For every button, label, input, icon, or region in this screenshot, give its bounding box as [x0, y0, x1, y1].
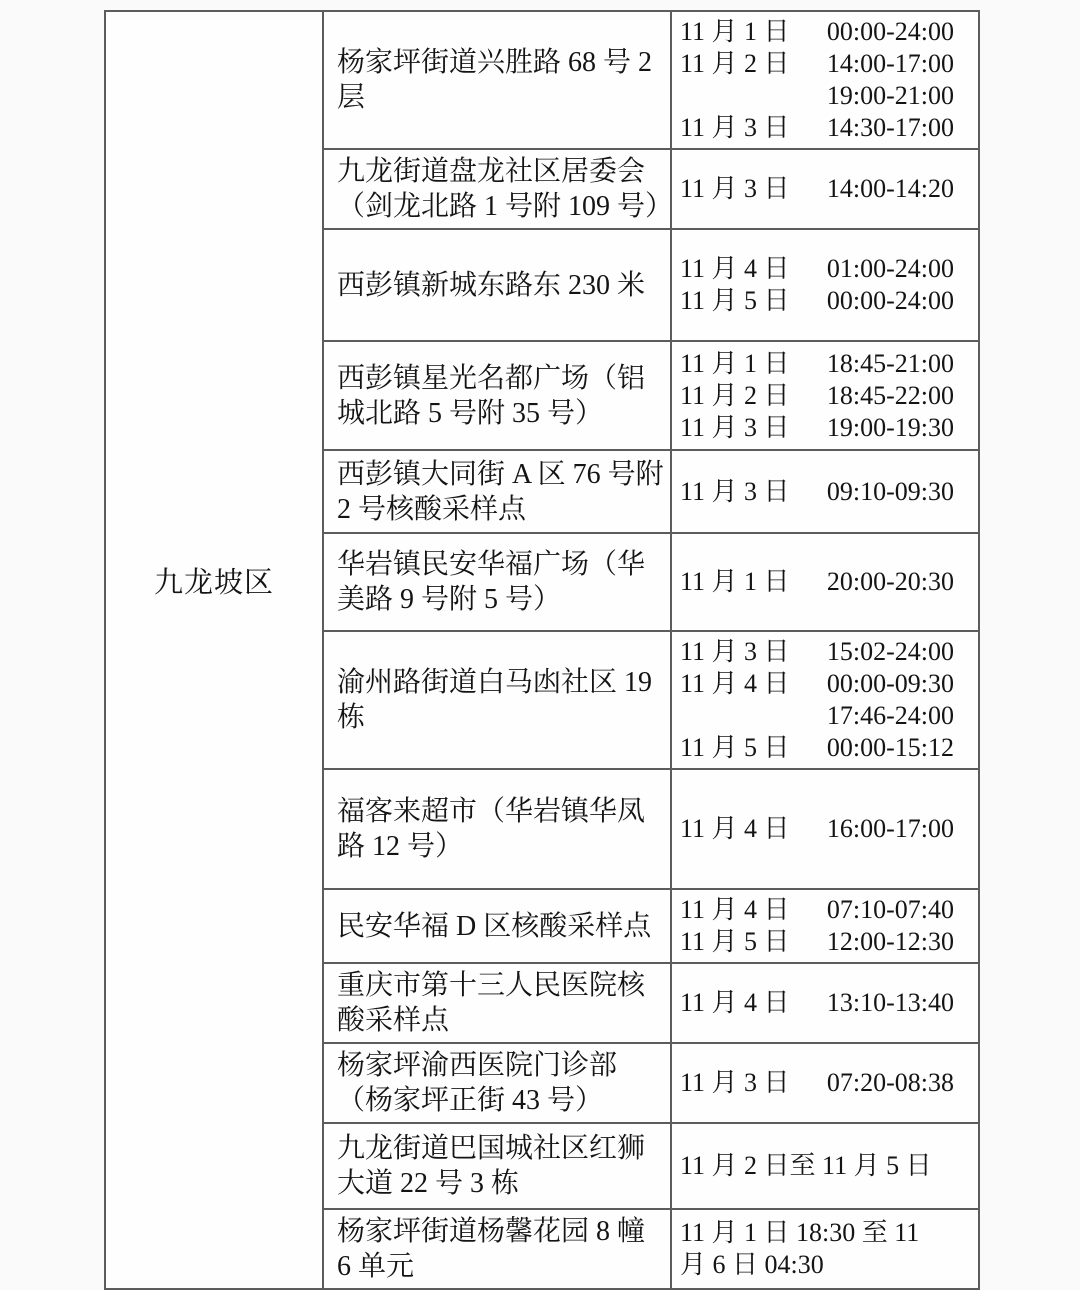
time-date: 11 月 4 日: [680, 895, 790, 924]
time-range: 17:46-24:00: [826, 701, 954, 730]
time-date: 11 月 4 日: [680, 669, 790, 698]
location-cell: [323, 341, 671, 450]
district-cell: [105, 11, 323, 1289]
location-line: 大道 22 号 3 栋: [337, 1168, 520, 1199]
time-line: [680, 700, 954, 732]
time-line: [680, 380, 954, 412]
time-cell: [671, 149, 979, 229]
time-date: 11 月 4 日: [680, 254, 790, 283]
time-line: [680, 813, 954, 845]
time-line: [680, 1249, 954, 1281]
time-date: 11 月 3 日: [680, 113, 790, 142]
location-line: （剑龙北路 1 号附 109 号）: [337, 191, 674, 222]
location-cell: [323, 229, 671, 341]
time-line: [680, 668, 954, 700]
time-date: 11 月 3 日: [680, 1068, 790, 1097]
time-date: 11 月 1 日 18:30 至 11: [680, 1218, 920, 1247]
time-line: [680, 1150, 954, 1182]
time-date: 11 月 4 日: [680, 988, 790, 1017]
time-range: 18:45-21:00: [826, 348, 954, 378]
time-cell: [671, 341, 979, 450]
time-range: 14:00-14:20: [826, 174, 954, 203]
district-label: 九龙坡区: [153, 567, 274, 599]
location-cell: [323, 1209, 671, 1289]
location-cell: [323, 149, 674, 229]
time-range: 14:00-17:00: [826, 49, 954, 78]
location-line: 民安华福 D 区核酸采样点: [337, 910, 652, 942]
time-range: 12:00-12:30: [826, 927, 954, 956]
time-date: 11 月 3 日: [680, 412, 790, 442]
location-line: 西彭镇星光名都广场（铝: [337, 362, 646, 394]
time-date: 月 6 日 04:30: [680, 1250, 824, 1279]
time-line: [680, 112, 954, 144]
time-date: 11 月 1 日: [680, 567, 790, 596]
time-cell: [671, 1123, 979, 1209]
time-range: 00:00-24:00: [826, 17, 954, 46]
location-line: 层: [337, 82, 366, 113]
location-line: 酸采样点: [337, 1005, 450, 1036]
location-cell: [323, 533, 671, 631]
location-line: 美路 9 号附 5 号）: [337, 584, 562, 615]
time-line: [680, 1217, 954, 1249]
time-range: 14:30-17:00: [826, 113, 954, 142]
location-line: 西彭镇新城东路东 230 米: [337, 269, 646, 301]
time-range: 18:45-22:00: [826, 380, 954, 410]
location-line: 杨家坪街道兴胜路 68 号 2: [337, 47, 653, 78]
time-line: [680, 636, 954, 668]
time-cell: [671, 769, 979, 889]
location-line: 杨家坪渝西医院门诊部: [337, 1050, 618, 1081]
location-line: 华岩镇民安华福广场（华: [337, 549, 646, 580]
time-date: 11 月 1 日: [680, 348, 790, 378]
time-date: 11 月 2 日: [680, 49, 790, 78]
time-range: 13:10-13:40: [826, 988, 954, 1017]
time-range: 00:00-24:00: [826, 286, 954, 315]
time-line: [680, 285, 954, 317]
time-cell: [671, 1043, 979, 1123]
time-range: 15:02-24:00: [826, 637, 954, 666]
location-line: 重庆市第十三人民医院核: [337, 970, 646, 1001]
location-line: 栋: [337, 702, 366, 733]
time-range: 00:00-09:30: [826, 669, 954, 698]
time-line: [680, 173, 954, 205]
time-range: 07:20-08:38: [826, 1068, 954, 1097]
location-line: 城北路 5 号附 35 号）: [337, 397, 604, 429]
location-line: 九龙街道盘龙社区居委会: [337, 156, 646, 187]
time-cell: [671, 11, 979, 149]
time-line: [680, 48, 954, 80]
location-line: 西彭镇大同街 A 区 76 号附: [337, 458, 664, 490]
time-cell: [671, 963, 979, 1043]
time-range: 01:00-24:00: [826, 254, 954, 283]
location-cell: [323, 1123, 671, 1209]
time-date: 11 月 5 日: [680, 927, 790, 956]
location-cell: [323, 11, 671, 149]
time-line: [680, 412, 954, 444]
time-line: [680, 987, 954, 1019]
location-cell: [323, 963, 671, 1043]
location-line: 渝州路街道白马凼社区 19: [337, 667, 653, 698]
time-date: 11 月 4 日: [680, 814, 790, 843]
time-line: [680, 926, 954, 958]
location-cell: [323, 769, 671, 889]
location-cell: [323, 1043, 671, 1123]
time-line: [680, 894, 954, 926]
time-line: [680, 16, 954, 48]
location-line: 九龙街道巴国城社区红狮: [337, 1133, 646, 1164]
time-cell: [671, 1209, 979, 1289]
time-range: 16:00-17:00: [826, 814, 954, 843]
time-range: 19:00-19:30: [826, 412, 954, 442]
time-range: 00:00-15:12: [826, 733, 954, 762]
time-date: 11 月 2 日至 11 月 5 日: [680, 1151, 932, 1180]
time-line: [680, 732, 954, 764]
time-date: 11 月 1 日: [680, 17, 790, 46]
location-line: 杨家坪街道杨馨花园 8 幢: [337, 1216, 646, 1247]
location-line: （杨家坪正街 43 号）: [337, 1085, 604, 1116]
time-date: 11 月 5 日: [680, 286, 790, 315]
time-line: [680, 1067, 954, 1099]
time-cell: [671, 889, 979, 963]
time-range: 19:00-21:00: [826, 81, 954, 110]
time-range: 09:10-09:30: [826, 476, 954, 506]
time-cell: [671, 533, 979, 631]
time-range: 20:00-20:30: [826, 567, 954, 596]
time-line: [680, 253, 954, 285]
time-date: 11 月 2 日: [680, 380, 790, 410]
time-date: 11 月 3 日: [680, 637, 790, 666]
time-line: [680, 476, 954, 508]
time-line: [680, 80, 954, 112]
location-line: 路 12 号）: [337, 831, 464, 862]
table-row: [105, 11, 979, 149]
location-cell: [323, 631, 671, 769]
time-cell: [671, 229, 979, 341]
location-cell: [323, 450, 671, 533]
location-line: 2 号核酸采样点: [337, 493, 527, 525]
time-date: 11 月 3 日: [680, 476, 790, 506]
time-cell: [671, 631, 979, 769]
time-line: [680, 566, 954, 598]
location-cell: [323, 889, 671, 963]
time-cell: [671, 450, 979, 533]
time-date: 11 月 5 日: [680, 733, 790, 762]
time-date: 11 月 3 日: [680, 174, 790, 203]
contact-locations-table: [104, 10, 980, 1290]
time-range: 07:10-07:40: [826, 895, 954, 924]
location-line: 6 单元: [337, 1251, 415, 1282]
location-line: 福客来超市（华岩镇华凤: [337, 796, 646, 827]
time-line: [680, 348, 954, 380]
